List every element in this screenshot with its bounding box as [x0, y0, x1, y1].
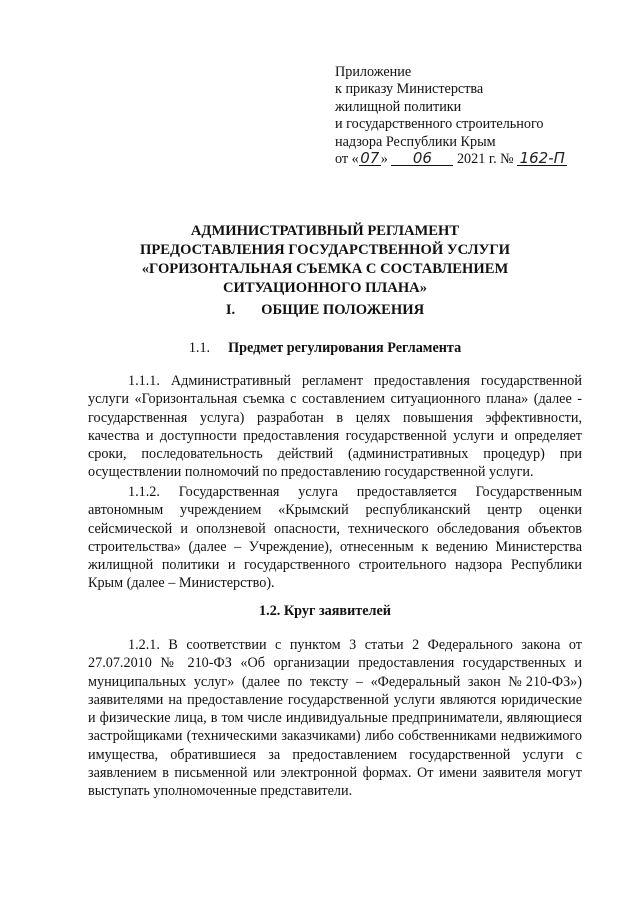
subsection-heading	[90, 340, 560, 357]
title-line: АДМИНИСТРАТИВНЫЙ РЕГЛАМЕНТ	[190, 223, 460, 239]
section-heading	[90, 302, 560, 319]
appendix-line: Приложение	[335, 64, 412, 80]
title-line: «ГОРИЗОНТАЛЬНАЯ СЪЕМКА С СОСТАВЛЕНИЕМ	[141, 261, 509, 277]
appendix-line: надзора Республики Крым	[335, 133, 496, 150]
handwritten-month: 06	[391, 151, 453, 166]
paragraph-1-1-1: 1.1.1. Административный регламент предоставления государственной услуги «Горизонтальная съемка с составлением ситуационного плана» (далее - государственная услуга) разработан в целях повышения эффективности, качества и доступности предоставления государственной услуги и определяет сроки, последовательность действий (административных процедур) при осуществлении полномочий по предоставлению государственной услуги.	[88, 373, 582, 481]
subsection-title: Предмет регулирования Регламента	[228, 340, 462, 356]
subsection-number: 1.1.	[188, 340, 211, 356]
date-close-quote: »	[380, 151, 388, 168]
appendix-line: и государственного строительного	[335, 116, 544, 133]
handwritten-order-number: 162-П	[517, 151, 567, 166]
order-date-line	[335, 151, 567, 168]
handwritten-day: 07	[360, 149, 380, 168]
appendix-block	[335, 64, 567, 168]
section-number: I.	[225, 302, 236, 318]
appendix-line: жилищной политики	[335, 98, 462, 115]
document-title	[90, 222, 560, 298]
title-line: СИТУАЦИОННОГО ПЛАНА»	[222, 280, 428, 296]
date-prefix: от «	[335, 151, 359, 168]
section-title: ОБЩИЕ ПОЛОЖЕНИЯ	[261, 302, 425, 318]
year-and-number-label: 2021 г. №	[456, 151, 514, 168]
appendix-line: к приказу Министерства	[335, 81, 484, 98]
subsection-heading-1-2: 1.2. Круг заявителей	[259, 603, 391, 619]
title-line: ПРЕДОСТАВЛЕНИЯ ГОСУДАРСТВЕННОЙ УСЛУГИ	[140, 242, 510, 258]
paragraph-1-2-1: 1.2.1. В соответствии с пунктом 3 статьи 2 Федерального закона от 27.07.2010 № 210-ФЗ «Об организации предоставления государственных и муниципальных услуг» (далее по тексту – «Федеральный закон №210-ФЗ») заявителями на предоставление государственной услуги являются юридические и физические лица, в том числе индивидуальные предприниматели, являющиеся застройщиками (техническими заказчиками) либо собственниками недвижимого имущества, обратившиеся за предоставлением государственной услуги с заявлением в письменной или электронной формах. От имени заявителя могут выступать уполномоченные представители.	[88, 637, 582, 800]
paragraph-1-1-2: 1.1.2. Государственная услуга предоставляется Государственным автономным учреждением «Крымский республиканский центр оценки сейсмической и оползневой опасности, технического обследования объектов строительства» (далее – Учреждение), отнесенным к ведению Министерства жилищной политики и государственного строительного надзора Республики Крым (далее – Министерство).	[88, 484, 582, 592]
